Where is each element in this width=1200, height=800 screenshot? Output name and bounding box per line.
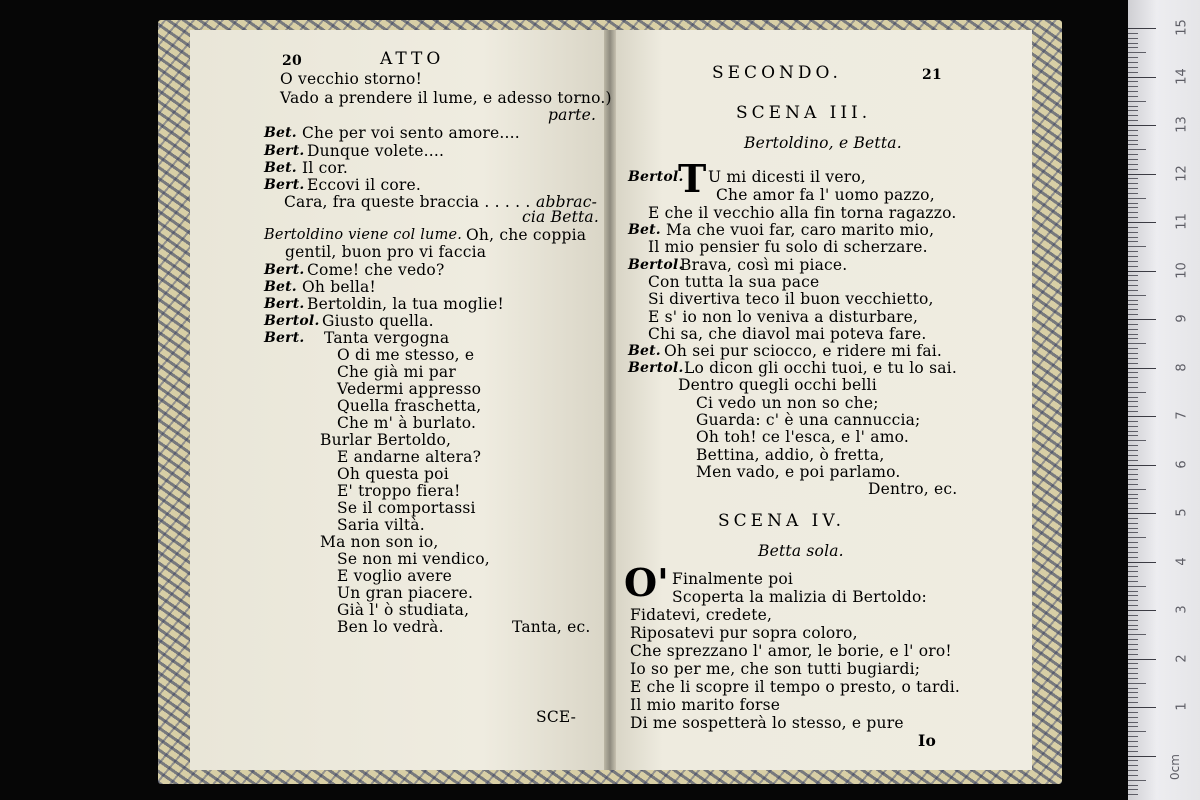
ruler-tick xyxy=(1128,96,1138,97)
ruler-tick xyxy=(1128,659,1156,660)
ruler-tick xyxy=(1128,392,1146,393)
ruler-tick xyxy=(1128,532,1138,533)
ruler-tick xyxy=(1128,717,1138,718)
ruler-tick xyxy=(1128,174,1156,175)
ruler-tick xyxy=(1128,431,1138,432)
ruler-tick xyxy=(1128,38,1138,39)
ruler-tick xyxy=(1128,101,1146,102)
verse-line: Fidatevi, credete, xyxy=(630,606,773,624)
verse-line: gentil, buon pro vi faccia xyxy=(285,243,487,261)
ruler-tick xyxy=(1128,43,1138,44)
verse-line: Si divertiva teco il buon vecchietto, xyxy=(648,290,934,308)
ruler-label: 2 xyxy=(1174,653,1190,663)
ruler-label: 8 xyxy=(1174,362,1190,372)
speaker: Bert. xyxy=(264,143,305,159)
ruler-tick xyxy=(1128,57,1138,58)
verse-line: Dunque volete.... xyxy=(307,142,445,160)
ruler-label: 10 xyxy=(1174,261,1190,279)
right-running-head: SECONDO. xyxy=(712,63,842,83)
right-catchword: Io xyxy=(918,731,936,750)
ruler-tick xyxy=(1128,338,1138,339)
ruler-tick xyxy=(1128,358,1138,359)
ruler-tick xyxy=(1128,775,1138,776)
ruler-tick xyxy=(1128,455,1138,456)
ruler-tick xyxy=(1128,450,1138,451)
ruler-tick xyxy=(1128,397,1138,398)
drop-capital: T xyxy=(678,156,707,201)
ruler-tick xyxy=(1128,309,1138,310)
ruler-tick xyxy=(1128,629,1138,630)
ruler-tick xyxy=(1128,135,1138,136)
ruler-tick xyxy=(1128,314,1138,315)
ruler-tick xyxy=(1128,406,1138,407)
verse-line: Oh questa poi xyxy=(337,465,449,483)
ruler-tick xyxy=(1128,615,1138,616)
ruler-tick xyxy=(1128,634,1146,635)
verse-line: Ma non son io, xyxy=(320,533,439,551)
verse-line: Tanta vergogna xyxy=(324,329,450,347)
ruler-tick xyxy=(1128,508,1138,509)
ruler-tick xyxy=(1128,494,1138,495)
ruler-tick xyxy=(1128,52,1146,53)
ruler-tick xyxy=(1128,334,1138,335)
ruler-tick xyxy=(1128,673,1138,674)
speaker: Bet. xyxy=(264,160,297,176)
ruler-tick xyxy=(1128,256,1138,257)
speaker: Bet. xyxy=(264,279,297,295)
ruler-tick xyxy=(1128,377,1138,378)
ruler-tick xyxy=(1128,261,1138,262)
ruler-tick xyxy=(1128,731,1146,732)
ruler-tick xyxy=(1128,125,1156,126)
ruler-tick xyxy=(1128,110,1138,111)
ruler-tick xyxy=(1128,266,1138,267)
ruler-tick xyxy=(1128,542,1138,543)
ruler-tick xyxy=(1128,760,1138,761)
scene-4-title: SCENA IV. xyxy=(718,511,846,531)
verse-line: Giusto quella. xyxy=(322,312,434,330)
ruler-label: 6 xyxy=(1174,459,1190,469)
ruler-tick xyxy=(1128,164,1138,165)
ruler-tick xyxy=(1128,120,1138,121)
verse-line: Vedermi appresso xyxy=(337,380,482,398)
ruler-tick xyxy=(1128,193,1138,194)
verse-line: Che m' à burlato. xyxy=(337,414,477,432)
speaker: Bertol. xyxy=(628,360,684,376)
ruler-tick xyxy=(1128,275,1138,276)
stage-direction: abbrac- xyxy=(536,193,598,211)
verse-line: Vado a prendere il lume, e adesso torno.) xyxy=(280,89,612,107)
stage-direction: parte. xyxy=(548,106,597,124)
ruler-label: 9 xyxy=(1174,314,1190,323)
ruler-tick xyxy=(1128,678,1138,679)
ruler-label: 3 xyxy=(1174,605,1190,614)
ruler-tick xyxy=(1128,712,1138,713)
book-gutter xyxy=(604,30,616,770)
ruler-tick xyxy=(1128,348,1138,349)
ruler-tick xyxy=(1128,688,1138,689)
ruler-tick xyxy=(1128,780,1146,781)
verse-line: E che li scopre il tempo o presto, o tardi. xyxy=(630,678,961,696)
ruler-tick xyxy=(1128,159,1138,160)
ruler-tick xyxy=(1128,435,1138,436)
ruler-tick xyxy=(1128,751,1138,752)
ruler-tick xyxy=(1128,33,1138,34)
ruler-label: 12 xyxy=(1174,164,1190,182)
ruler-tick xyxy=(1128,329,1138,330)
verse-line: Il cor. xyxy=(302,159,349,177)
verse-line: Scoperta la malizia di Bertoldo: xyxy=(672,588,927,606)
ruler-tick xyxy=(1128,765,1138,766)
verse-line: Bettina, addio, ò fretta, xyxy=(696,446,885,464)
ruler-tick xyxy=(1128,654,1138,655)
ruler-tick xyxy=(1128,207,1138,208)
verse-line: Burlar Bertoldo, xyxy=(320,431,452,449)
ruler-tick xyxy=(1128,62,1138,63)
verse-line: Quella fraschetta, xyxy=(337,397,482,415)
verse-line: Io so per me, che son tutti bugiardi; xyxy=(630,660,921,678)
ruler-tick xyxy=(1128,562,1156,563)
ruler-tick xyxy=(1128,523,1138,524)
ruler-tick xyxy=(1128,702,1138,703)
ruler-tick xyxy=(1128,115,1138,116)
verse-line: Finalmente poi xyxy=(672,570,794,588)
ruler-tick xyxy=(1128,479,1138,480)
ruler-tick xyxy=(1128,756,1156,757)
ruler-tick xyxy=(1128,368,1156,369)
ruler-tick xyxy=(1128,144,1138,145)
ruler-tick xyxy=(1128,401,1138,402)
ruler-label: 14 xyxy=(1174,67,1190,85)
verse-line: Che per voi sento amore.... xyxy=(302,124,520,142)
verse-line: E' troppo fiera! xyxy=(337,482,461,500)
verse-line: Guarda: c' è una cannuccia; xyxy=(696,411,921,429)
ruler-tick xyxy=(1128,246,1146,247)
ruler-tick xyxy=(1128,77,1156,78)
ruler-tick xyxy=(1128,183,1138,184)
scene-3-title: SCENA III. xyxy=(736,103,872,123)
verse-line: U mi dicesti il vero, xyxy=(708,168,867,186)
ruler-tick xyxy=(1128,241,1138,242)
ruler-tick xyxy=(1128,518,1138,519)
ruler-tick xyxy=(1128,81,1138,82)
ruler-tick xyxy=(1128,72,1138,73)
verse-line: Di me sospetterà lo stesso, e pure xyxy=(630,714,904,732)
ruler-tick xyxy=(1128,644,1138,645)
speaker: Bet. xyxy=(628,222,661,238)
ruler-tick xyxy=(1128,91,1138,92)
verse-line: O di me stesso, e xyxy=(337,346,475,364)
speaker: Bert. xyxy=(264,296,305,312)
right-page-number: 21 xyxy=(922,67,942,83)
ruler-tick xyxy=(1128,28,1156,29)
verse-line: Il mio marito forse xyxy=(630,696,781,714)
ruler-tick xyxy=(1128,217,1138,218)
ruler-tick xyxy=(1128,178,1138,179)
ruler-tick xyxy=(1128,789,1138,790)
ruler-tick xyxy=(1128,668,1138,669)
verse-line: Saria viltà. xyxy=(337,516,425,534)
verse-line: Oh sei pur sciocco, e ridere mi fai. xyxy=(664,342,943,360)
ruler-tick xyxy=(1128,794,1138,795)
ruler-tick xyxy=(1128,372,1138,373)
left-catchword: SCE- xyxy=(536,708,577,726)
ruler-label: 1 xyxy=(1174,702,1190,711)
ruler-tick xyxy=(1128,770,1138,771)
ruler-tick xyxy=(1128,697,1138,698)
speaker: Bert. xyxy=(264,262,305,278)
ruler-tick xyxy=(1128,130,1138,131)
ruler-tick xyxy=(1128,581,1138,582)
stage-direction: Bertoldino viene col lume. xyxy=(264,227,463,243)
ruler-tick xyxy=(1128,469,1138,470)
verse-line: Oh toh! ce l'esca, e l' amo. xyxy=(696,428,909,446)
ruler-tick xyxy=(1128,106,1138,107)
verse-line: E che il vecchio alla fin torna ragazzo. xyxy=(648,204,957,222)
ruler-tick xyxy=(1128,600,1138,601)
verse-line: Se non mi vendico, xyxy=(337,550,490,568)
verse-line: Chi sa, che diavol mai poteva fare. xyxy=(648,325,927,343)
verse-line: Il mio pensier fu solo di scherzare. xyxy=(648,238,928,256)
ruler-tick xyxy=(1128,363,1138,364)
ruler-tick xyxy=(1128,692,1138,693)
verse-line: E s' io non lo veniva a disturbare, xyxy=(648,308,919,326)
verse-line: O vecchio storno! xyxy=(280,70,422,88)
verse-line: E andarne altera? xyxy=(337,448,482,466)
ruler-tick xyxy=(1128,280,1138,281)
verse-line: Brava, così mi piace. xyxy=(680,256,848,274)
ruler-tick xyxy=(1128,421,1138,422)
ruler-tick xyxy=(1128,595,1138,596)
ruler-tick xyxy=(1128,324,1138,325)
ruler-tick xyxy=(1128,382,1138,383)
ruler-tick xyxy=(1128,746,1138,747)
speaker: Bet. xyxy=(628,343,661,359)
ruler-tick xyxy=(1128,149,1146,150)
verse-line: Che sprezzano l' amor, le borie, e l' oro! xyxy=(630,642,952,660)
measurement-ruler xyxy=(1128,0,1200,800)
verse-line: Un gran piacere. xyxy=(337,584,474,602)
ruler-tick xyxy=(1128,203,1138,204)
ruler-tick xyxy=(1128,484,1138,485)
verse-line: Oh, che coppia xyxy=(466,226,587,244)
ruler-tick xyxy=(1128,232,1138,233)
ruler-tick xyxy=(1128,566,1138,567)
ruler-tick xyxy=(1128,605,1138,606)
verse-line: Che amor fa l' uomo pazzo, xyxy=(716,186,935,204)
ruler-tick xyxy=(1128,620,1138,621)
ruler-tick xyxy=(1128,290,1138,291)
ruler-unit-label: 0cm xyxy=(1168,754,1182,780)
ruler-tick xyxy=(1128,537,1146,538)
ruler-label: 5 xyxy=(1174,508,1190,517)
ruler-tick xyxy=(1128,741,1138,742)
ruler-tick xyxy=(1128,474,1138,475)
ruler-label: 11 xyxy=(1174,213,1190,230)
ruler-tick xyxy=(1128,576,1138,577)
verse-line: Lo dicon gli occhi tuoi, e tu lo sai. xyxy=(684,359,957,377)
scene-3-cast: Bertoldino, e Betta. xyxy=(744,134,902,152)
ruler-tick xyxy=(1128,319,1156,320)
stage-direction: cia Betta. xyxy=(522,208,599,226)
ruler-tick xyxy=(1128,285,1138,286)
drop-capital: O' xyxy=(624,560,669,605)
verse-line: Con tutta la sua pace xyxy=(648,273,820,291)
verse-line: Ma che vuoi far, caro marito mio, xyxy=(666,221,935,239)
ruler-tick xyxy=(1128,639,1138,640)
ruler-tick xyxy=(1128,251,1138,252)
ruler-label: 4 xyxy=(1174,556,1190,566)
verse-line: Se il comportassi xyxy=(337,499,476,517)
ruler-tick xyxy=(1128,353,1138,354)
ruler-tick xyxy=(1128,465,1156,466)
speaker: Bertol. xyxy=(264,313,320,329)
verse-line: Ci vedo un non so che; xyxy=(696,394,879,412)
speaker: Bertol. xyxy=(628,169,684,185)
verse-line: Tanta, ec. xyxy=(512,618,591,636)
verse-line: Dentro quegli occhi belli xyxy=(678,376,877,394)
ruler-tick xyxy=(1128,300,1138,301)
speaker: Bertol. xyxy=(628,257,684,273)
scene-4-cast: Betta sola. xyxy=(758,542,844,560)
ruler-tick xyxy=(1128,683,1146,684)
verse-line: Oh bella! xyxy=(302,278,376,296)
ruler-tick xyxy=(1128,625,1138,626)
left-page-number: 20 xyxy=(282,53,302,69)
ruler-tick xyxy=(1128,411,1138,412)
ruler-tick xyxy=(1128,343,1146,344)
verse-line: Bertoldin, la tua moglie! xyxy=(307,295,504,313)
verse-line: Che già mi par xyxy=(337,363,456,381)
speaker: Bet. xyxy=(264,125,297,141)
ruler-tick xyxy=(1128,649,1138,650)
ruler-tick xyxy=(1128,212,1138,213)
ruler-tick xyxy=(1128,140,1138,141)
verse-line: Cara, fra queste braccia . . . . . xyxy=(284,193,531,211)
ruler-tick xyxy=(1128,489,1146,490)
ruler-tick xyxy=(1128,557,1138,558)
ruler-tick xyxy=(1128,222,1156,223)
ruler-tick xyxy=(1128,169,1138,170)
verse-line: Dentro, ec. xyxy=(868,480,958,498)
verse-line: Come! che vedo? xyxy=(307,261,445,279)
ruler-tick xyxy=(1128,295,1146,296)
ruler-tick xyxy=(1128,586,1146,587)
verse-line: Eccovi il core. xyxy=(307,176,422,194)
ruler-tick xyxy=(1128,426,1138,427)
verse-line: Ben lo vedrà. xyxy=(337,618,444,636)
ruler-tick xyxy=(1128,498,1138,499)
ruler-tick xyxy=(1128,610,1156,611)
ruler-tick xyxy=(1128,445,1138,446)
verse-line: E voglio avere xyxy=(337,567,452,585)
verse-line: Riposatevi pur sopra coloro, xyxy=(630,624,858,642)
ruler-tick xyxy=(1128,198,1146,199)
ruler-tick xyxy=(1128,707,1156,708)
ruler-tick xyxy=(1128,47,1138,48)
ruler-tick xyxy=(1128,503,1138,504)
ruler-tick xyxy=(1128,513,1156,514)
ruler-label: 15 xyxy=(1174,19,1190,36)
ruler-tick xyxy=(1128,416,1156,417)
ruler-tick xyxy=(1128,736,1138,737)
ruler-tick xyxy=(1128,188,1138,189)
ruler-tick xyxy=(1128,387,1138,388)
speaker: Bert. xyxy=(264,177,305,193)
ruler-tick xyxy=(1128,304,1138,305)
ruler-tick xyxy=(1128,271,1156,272)
ruler-label: 7 xyxy=(1174,411,1190,420)
verse-line: Già l' ò studiata, xyxy=(337,601,470,619)
ruler-tick xyxy=(1128,440,1146,441)
ruler-label: 13 xyxy=(1174,116,1190,133)
ruler-tick xyxy=(1128,86,1138,87)
ruler-tick xyxy=(1128,528,1138,529)
ruler-tick xyxy=(1128,67,1138,68)
ruler-tick xyxy=(1128,237,1138,238)
ruler-tick xyxy=(1128,154,1138,155)
ruler-tick xyxy=(1128,227,1138,228)
ruler-tick xyxy=(1128,552,1138,553)
verse-line: Men vado, e poi parlamo. xyxy=(696,463,901,481)
ruler-tick xyxy=(1128,460,1138,461)
ruler-tick xyxy=(1128,663,1138,664)
ruler-tick xyxy=(1128,785,1138,786)
ruler-tick xyxy=(1128,571,1138,572)
speaker: Bert. xyxy=(264,330,305,346)
ruler-tick xyxy=(1128,726,1138,727)
left-running-head: ATTO xyxy=(380,49,445,69)
ruler-tick xyxy=(1128,547,1138,548)
ruler-tick xyxy=(1128,591,1138,592)
ruler-tick xyxy=(1128,722,1138,723)
